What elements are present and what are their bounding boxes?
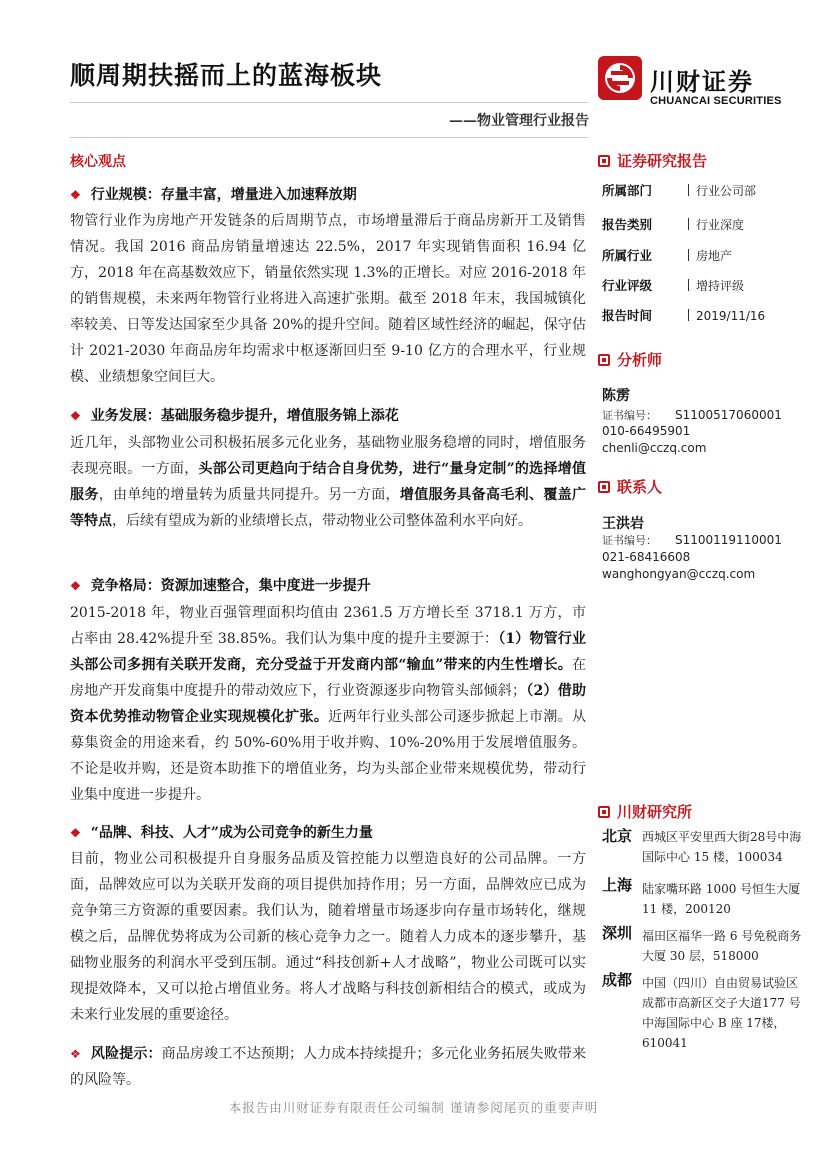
- report-subtitle: ——物业管理行业报告: [449, 113, 589, 129]
- office-address: 陆家嘴环路 1000 号恒生大厦 11 楼，200120: [642, 882, 801, 916]
- office-city: 北京: [602, 827, 633, 845]
- emphasis-text: 增值服务具备高毛利、覆盖广等特点: [70, 487, 587, 529]
- section-heading: ❖ 竞争格局：资源加速整合，集中度进一步提升: [70, 578, 371, 594]
- diamond-bullet-icon: ❖: [70, 826, 81, 840]
- section-paragraph: [70, 846, 586, 1028]
- diamond-bullet-icon: ❖: [70, 409, 81, 423]
- diamond-bullet-icon: ❖: [70, 579, 81, 593]
- paragraph-text: 物管行业作为房地产开发链条的后周期节点，市场增量滞后于商品房新开工及销售情况。我国 2016 商品房销量增速达 22.5%，2017 年实现销售面积 16.94 亿方，2018 年在高基数效应下，销量依然实现 1.3%的正增长。对应 2016-2018 年的销售规模，未来两年物管行业将进入高速扩张期。截至 2018 年末，我国城镇化率较美、日等发达国家至少具备 20%的提升空间。随着区域性经济的崛起，保守估计 2021-2030 年商品房年均需求中枢逐渐回归至 9-10 亿方的合理水平，行业规模、业绩想象空间巨大。: [70, 213, 586, 385]
- contact-heading: 联系人: [598, 476, 662, 497]
- diamond-bullet-icon: ❖: [70, 1047, 81, 1061]
- emphasis-text: 头部公司更趋向于结合自身优势，进行“量身定制”的选择增值服务: [70, 461, 587, 503]
- paragraph-text: ，由单纯的增量转为质量共同提升。另一方面，: [98, 487, 400, 503]
- brand-name-cn: 川财证券: [650, 68, 754, 96]
- core-views-heading: 核心观点: [70, 154, 126, 170]
- contact-email[interactable]: wanghongyan@cczq.com: [602, 567, 756, 581]
- section-marker-icon: [598, 155, 610, 167]
- office-address: 西城区平安里西大街28号中海国际中心 15 楼，100034: [642, 830, 802, 864]
- institute-heading: 川财研究所: [598, 801, 692, 822]
- office-city: 深圳: [602, 924, 633, 942]
- paragraph-text: ，后续有望成为新的业绩增长点，带动物业公司整体盈利水平向好。: [112, 513, 532, 529]
- paragraph-text: 近两年行业头部公司逐步掀起上市潮。从募集资金的用途来看，约 50%-60%用于收并购、10%-20%用于发展增值服务。不论是收并购，还是资本助推下的增值业务，均为头部企业带来规模优势，带动行业集中度进一步提升。: [70, 709, 586, 803]
- section-marker-icon: [598, 806, 610, 818]
- meta-row: 所属部门 行业公司部: [602, 183, 757, 198]
- office-address: 福田区福华一路 6 号免税商务大厦 30 层，518000: [642, 929, 802, 963]
- section-marker-icon: [598, 354, 610, 366]
- paragraph-text: 在房地产开发商集中度提升的带动效应下，行业资源逐步向物管头部倾斜；: [70, 657, 586, 699]
- analyst-cert: 证书编号： S1100517060001: [602, 408, 782, 422]
- emphasis-text: （2）借助资本优势推动物管企业实现规模化扩张。: [70, 683, 586, 725]
- analyst-phone: 010-66495901: [602, 424, 691, 438]
- office-city: 上海: [602, 876, 633, 894]
- section-paragraph: [70, 208, 586, 390]
- section-heading: ❖ 业务发展：基础服务稳步提升，增值服务锦上添花: [70, 408, 399, 424]
- meta-row: 报告类别 行业深度: [602, 217, 745, 232]
- paragraph-text: 目前，物业公司积极提升自身服务品质及管控能力以塑造良好的公司品牌。一方面，品牌效应可以为关联开发商的项目提供加持作用；另一方面，品牌效应已成为竞争第三方资源的重要因素。我们认为，随着增量市场逐步向存量市场转化，继规模之后，品牌优势将成为公司新的核心竞争力之一。随着人力成本的逐步攀升，基础物业服务的利润水平受到压制。通过“科技创新+人才战略”，物业公司既可以实现提效降本，又可以抢占增值业务。将人才战略与科技创新相结合的模式，或成为未来行业发展的重要途径。: [70, 851, 586, 1023]
- section-heading: ❖ 行业规模：存量丰富，增量进入加速释放期: [70, 187, 357, 203]
- brand-name-en: CHUANCAI SECURITIES: [650, 95, 782, 107]
- chuancai-logo-icon: [598, 56, 642, 100]
- section-marker-icon: [598, 481, 610, 493]
- paragraph-text: 近几年，头部物业公司积极拓展多元化业务，基础物业服务稳增的同时，增值服务表现亮眼。一方面，: [70, 435, 586, 477]
- contact-phone: 021-68416608: [602, 550, 691, 564]
- report-type-heading: 证券研究报告: [598, 150, 707, 171]
- contact-cert: 证书编号： S1100119110001: [602, 533, 782, 547]
- header-divider: [70, 102, 588, 103]
- analyst-email[interactable]: chenli@cczq.com: [602, 441, 707, 455]
- paragraph-text: 2015-2018 年，物业百强管理面积均值由 2361.5 万方增长至 3718.1 万方，市占率由 28.42%提升至 38.85%。我们认为集中度的提升主要源于：: [70, 605, 586, 647]
- contact-name: 王洪岩: [602, 516, 644, 532]
- section-paragraph: [70, 430, 586, 534]
- section-heading: ❖ “品牌、科技、人才”成为公司竞争的新生力量: [70, 825, 373, 841]
- page-footer: 本报告由川财证券有限责任公司编制 谨请参阅尾页的重要声明: [228, 1100, 599, 1115]
- emphasis-text: （1）物管行业头部公司多拥有关联开发商，充分受益于开发商内部“输血”带来的内生性增长。: [70, 631, 586, 673]
- diamond-bullet-icon: ❖: [70, 188, 81, 202]
- analyst-heading: 分析师: [598, 349, 662, 370]
- meta-row: 所属行业 房地产: [602, 248, 733, 263]
- report-title: 顺周期扶摇而上的蓝海板块: [70, 61, 383, 90]
- section-paragraph: [70, 600, 586, 808]
- meta-row: 报告时间 2019/11/16: [602, 308, 766, 323]
- office-city: 成都: [602, 971, 633, 989]
- office-address: 中国（四川）自由贸易试验区成都市高新区交子大道177 号中海国际中心 B 座 17楼，610041: [642, 976, 801, 1050]
- meta-row: 行业评级 增持评级: [602, 278, 745, 293]
- risk-paragraph: ❖ 风险提示：商品房竣工不达预期；人力成本持续提升；多元化业务拓展失败带来的风险等。: [70, 1046, 587, 1088]
- analyst-name: 陈雳: [602, 388, 630, 404]
- header-divider: [70, 137, 588, 138]
